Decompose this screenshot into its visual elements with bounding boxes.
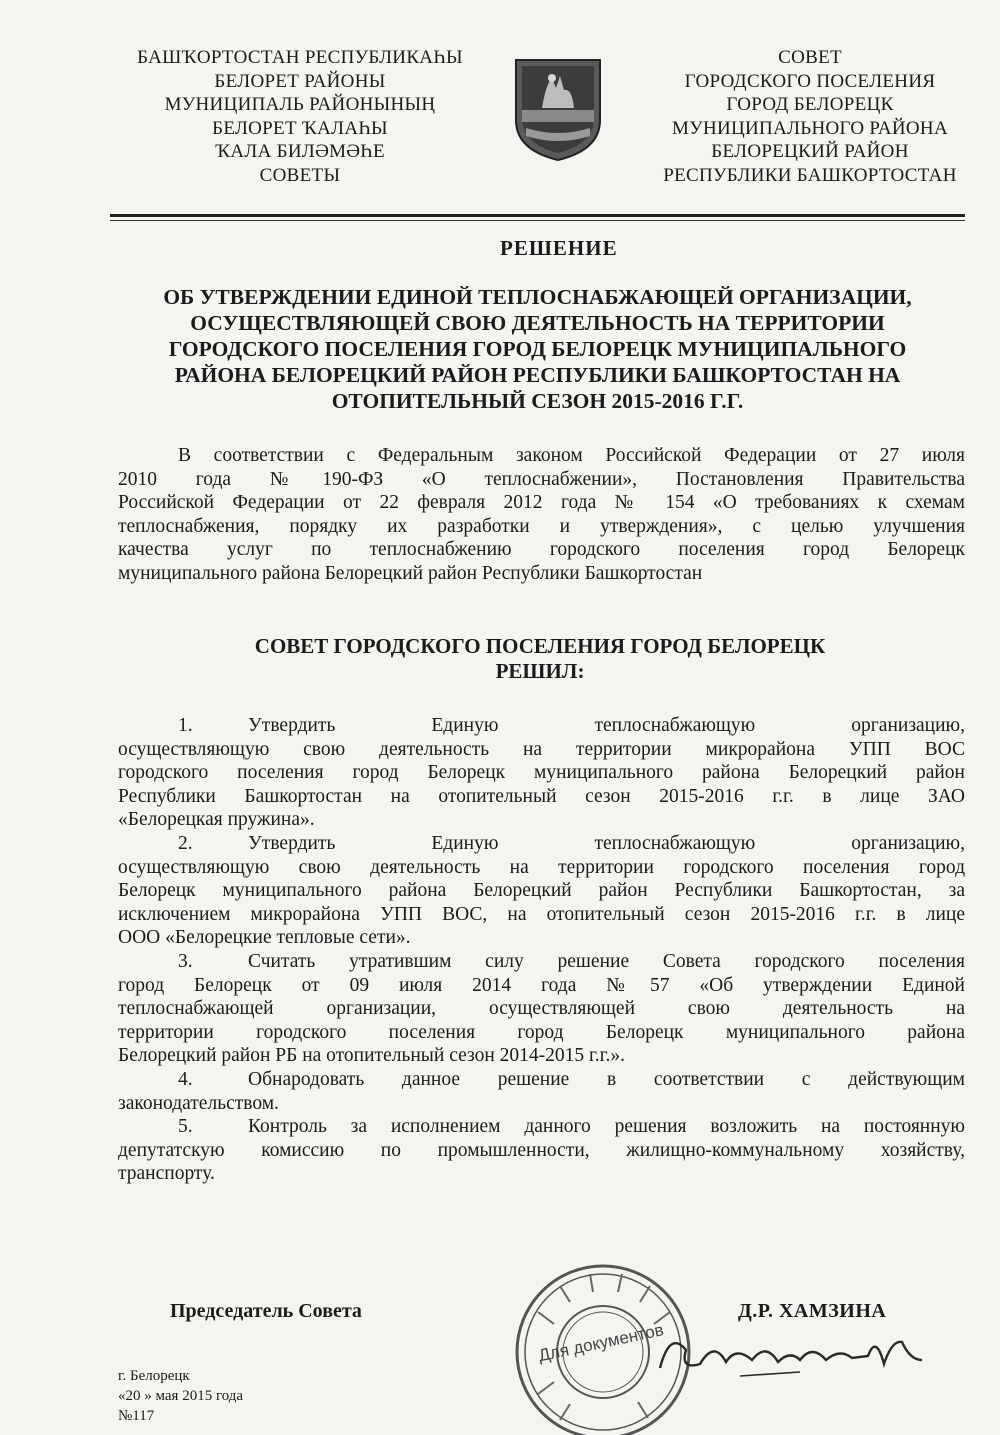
document-heading: [100, 284, 975, 414]
footer-city: г. Белорецк: [118, 1368, 190, 1384]
heading-line: ГОРОДСКОГО ПОСЕЛЕНИЯ ГОРОД БЕЛОРЕЦК МУНИЦИПАЛЬНОГО: [168, 337, 907, 361]
header-right-line: ГОРОД БЕЛОРЕЦК: [726, 94, 894, 115]
signer-name: Д.Р. ХАМЗИНА: [738, 1300, 887, 1322]
item-text: Контроль за исполнением данного решения возложить на постоянную: [248, 1116, 965, 1138]
heading-line: ОТОПИТЕЛЬНЫЙ СЕЗОН 2015-2016 Г.Г.: [331, 389, 744, 413]
header-left-line: ҠАЛА БИЛӘМӘҺЕ: [215, 141, 385, 162]
intro-line: 2010 года №190-ФЗ «О теплоснабжении», Постановления Правительства: [118, 468, 965, 490]
item-line: осуществляющую свою деятельность на территории микрорайона УПП ВОС: [118, 738, 965, 760]
signature-position: Председатель Совета: [170, 1300, 362, 1322]
document-footer: [118, 1366, 243, 1426]
handwritten-signature-icon: [640, 1320, 940, 1390]
header-left-line: БЕЛОРЕТ РАЙОНЫ: [214, 70, 386, 92]
header-right-line: СОВЕТ: [778, 47, 842, 68]
intro-line: качества услуг по теплоснабжению городского поселения город Белорецк: [118, 539, 965, 561]
item-line: Республики Башкортостан на отопительный сезон 2015-2016 г.г. в лице ЗАО: [118, 785, 965, 807]
item-number: 1.: [178, 715, 193, 736]
city-coat-of-arms-icon: [512, 58, 604, 162]
item-line: территории городского поселения город Белорецк муниципального района: [118, 1021, 965, 1043]
header-right-line: РЕСПУБЛИКИ БАШКОРТОСТАН: [663, 164, 957, 186]
intro-line: теплоснабжения, порядку их разработки и утверждения», с целью улучшения: [118, 515, 965, 537]
item-line: исключением микрорайона УПП ВОС, на отопительный сезон 2015-2016 г.г. в лице: [118, 903, 965, 925]
item-line: Белорецкий район РБ на отопительный сезон 2014-2015 г.г.».: [118, 1045, 625, 1067]
item-line: законодательством.: [118, 1092, 279, 1114]
header-left-line: СОВЕТЫ: [259, 164, 341, 186]
decision-item-5: [118, 1115, 965, 1186]
item-number: 3.: [178, 950, 193, 972]
header-left-line: БЕЛОРЕТ ҠАЛАҺЫ: [212, 117, 388, 139]
item-text: Обнародовать данное решение в соответствии с действующим: [248, 1068, 965, 1090]
item-first-line: [118, 950, 965, 974]
stamp-text: Для документов: [536, 1320, 666, 1366]
item-line: транспорту.: [118, 1163, 215, 1185]
item-line: теплоснабжающей организации, осуществляющей свою деятельность на: [118, 998, 965, 1020]
header-left-line: БАШҠОРТОСТАН РЕСПУБЛИКАҺЫ: [137, 47, 463, 68]
item-text: Утвердить Единую теплоснабжающую организацию,: [248, 832, 965, 854]
item-text: Утвердить Единую теплоснабжающую организацию,: [248, 715, 965, 736]
footer-number: №117: [118, 1408, 155, 1424]
heading-line: РАЙОНА БЕЛОРЕЦКИЙ РАЙОН РЕСПУБЛИКИ БАШКОРТОСТАН НА: [174, 363, 901, 387]
council-line: СОВЕТ ГОРОДСКОГО ПОСЕЛЕНИЯ ГОРОД БЕЛОРЕЦК: [254, 634, 826, 658]
heading-line: ОСУЩЕСТВЛЯЮЩЕЙ СВОЮ ДЕЯТЕЛЬНОСТЬ НА ТЕРРИТОРИИ: [190, 311, 885, 335]
item-first-line: [118, 714, 965, 738]
intro-line: муниципального района Белорецкий район Республики Башкортостан: [118, 562, 703, 584]
item-line: ООО «Белорецкие тепловые сети».: [118, 927, 411, 949]
header-bashkir-block: [110, 46, 490, 187]
item-line: Белорецк муниципального района Белорецкий район Республики Башкортостан, за: [118, 880, 965, 902]
header-right-line: ГОРОДСКОГО ПОСЕЛЕНИЯ: [684, 70, 936, 92]
council-decided-heading: [180, 634, 900, 684]
item-first-line: [118, 1068, 965, 1092]
intro-paragraph: [118, 444, 965, 586]
intro-line: Российской Федерации от 22 февраля 2012 года № 154 «О требованиях к схемам: [118, 492, 965, 514]
header-divider-thick: [110, 214, 965, 217]
header-russian-block: [640, 46, 980, 187]
decision-item-1: [118, 714, 965, 832]
heading-line: ОБ УТВЕРЖДЕНИИ ЕДИНОЙ ТЕПЛОСНАБЖАЮЩЕЙ ОРГАНИЗАЦИИ,: [163, 285, 912, 309]
council-line: РЕШИЛ:: [495, 659, 585, 683]
item-line: городского поселения город Белорецк муниципального района Белорецкий район: [118, 762, 965, 784]
item-first-line: [118, 1115, 965, 1139]
decision-item-3: [118, 950, 965, 1068]
decision-item-2: [118, 832, 965, 950]
header-left-line: МУНИЦИПАЛЬ РАЙОНЫНЫҢ: [164, 94, 436, 115]
item-number: 5.: [178, 1116, 193, 1138]
item-line: «Белорецкая пружина».: [118, 809, 315, 831]
decision-item-4: [118, 1068, 965, 1115]
item-number: 2.: [178, 832, 193, 854]
header-right-line: БЕЛОРЕЦКИЙ РАЙОН: [711, 141, 909, 162]
decision-items: [118, 714, 965, 1186]
document-title: РЕШЕНИЕ: [500, 236, 618, 260]
item-line: осуществляющую свою деятельность на территории городского поселения город: [118, 856, 965, 878]
item-first-line: [118, 832, 965, 856]
item-line: город Белорецк от 09 июля 2014 года №57 «Об утверждении Единой: [118, 974, 965, 996]
header-right-line: МУНИЦИПАЛЬНОГО РАЙОНА: [672, 117, 948, 139]
footer-date: «20 » мая 2015 года: [118, 1388, 244, 1404]
item-text: Считать утратившим силу решение Совета городского поселения: [248, 950, 965, 972]
item-number: 4.: [178, 1068, 193, 1090]
intro-line: В соответствии с Федеральным законом Российской Федерации от 27 июля: [178, 445, 965, 466]
item-line: депутатскую комиссию по промышленности, жилищно-коммунальному хозяйству,: [118, 1139, 965, 1161]
header-divider-thin: [110, 220, 965, 221]
